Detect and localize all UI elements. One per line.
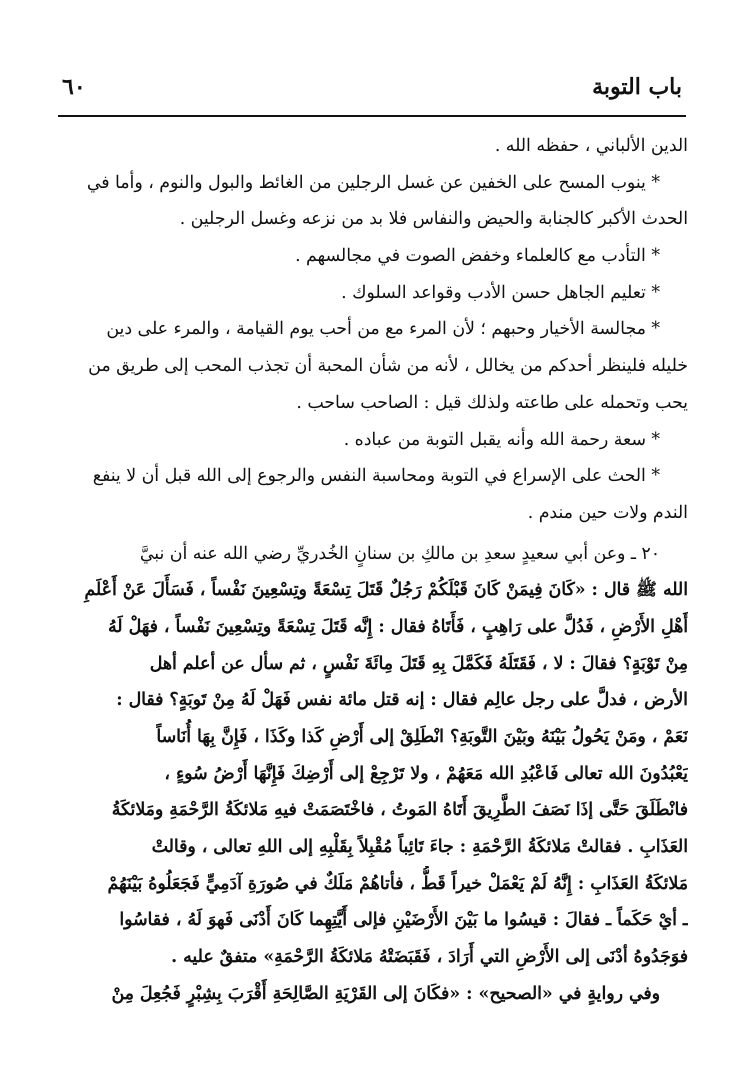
text-line: يَعْبُدُونَ الله تعالى فَاعْبُدِ الله مَعَهُمْ ، ولا تَرْجِعْ إلى أَرْضِكَ فَإِنَّهَا أَرْضُ سُوءٍ ، [164,763,688,784]
text-line: ٢٠ ـ وعن أبي سعيدٍ سعدِ بن مالكِ بن سنانٍ الخُدريِّ رضي الله عنه أن نبيَّ [139,543,660,564]
chapter-title: باب التوبة [592,74,682,100]
text-line: أَهْلِ الأَرْضِ ، فَدُلَّ على رَاهِبٍ ، فَأَتَاهُ فقال : إِنَّه قَتَلَ تِسْعَةً وتِسْعِينَ نَفْساً ، فهَلْ لَهُ [108,616,688,637]
text-line: * الحث على الإسراع في التوبة ومحاسبة النفس والرجوع إلى الله قبل أن لا ينفع [92,466,660,487]
text-line: مَلائكَةُ العَذَابِ : إِنَّهُ لَمْ يَعْمَلْ خيراً قَطُّ ، فأتاهُمْ مَلَكٌ في صُورَةِ آدَمِيٍّ فَجَعَلُوهُ بَيْنَهُمْ [107,873,688,894]
text-line: * تعليم الجاهل حسن الأدب وقواعد السلوك . [341,282,660,303]
text-line: الندم ولات حين مندم . [527,502,688,523]
text-line: فوَجَدُوهُ أدْنَى إلى الأَرْضِ التي أَرَادَ ، فَقَبَضَتْهُ مَلائكَةُ الرَّحْمَةِ» متفقٌ عليه . [171,947,688,968]
text-line: * مجالسة الأخيار وحبهم ؛ لأن المرء مع من أحب يوم القيامة ، والمرء على دين [106,319,660,340]
text-line: الدين الألباني ، حفظه الله . [494,136,688,156]
page-header [62,74,682,110]
page-body [56,128,688,1013]
text-line: مِنْ تَوْبَةٍ؟ فقالَ : لا ، فَقَتَلَهُ فَكَمَّلَ بِهِ قَتَلَ مِائَةَ نَفْسٍ ، ثم سأل عن أعلم أهل [149,653,688,674]
text-line: * التأدب مع كالعلماء وخفض الصوت في مجالسهم . [295,246,660,267]
text-line: الله ﷺ قال : «كَانَ فِيمَنْ كَانَ قَبْلَكُمْ رَجُلٌ قَتَلَ تِسْعَةً وتِسْعِينَ نَفْساً ، فَسَأَلَ عَنْ أَعْلَمِ [84,580,688,601]
text-line: وفي روايةٍ في «الصحيح» : «فكَانَ إلى القَرْيَةِ الصَّالِحَةِ أَقْرَبَ بِشِبْرٍ فَجُعِلَ مِنْ [111,983,660,1004]
text-line: الحدث الأكبر كالجنابة والحيض والنفاس فلا بد من نزعه وغسل الرجلين . [179,209,688,230]
page-number: ٦٠ [62,74,86,100]
text-line: يحب وتحمله على طاعته ولذلك قيل : الصاحب ساحب . [296,392,688,413]
text-line: خليله فلينظر أحدكم من يخالل ، لأنه من شأن المحبة أن تجذب المحب إلى طريق من [88,356,688,377]
text-line: العَذَابِ . فقالتْ مَلائكَةُ الرَّحْمَةِ : جاءَ تَائِباً مُقْبِلاً بِقَلْبِهِ إلى اللهِ تعالى ، وقالتْ [151,837,688,858]
text-line: فانْطَلَقَ حَتَّى إذَا نَصَفَ الطَّرِيقَ أَتَاهُ المَوتُ ، فاخْتَصَمَتْ فيهِ مَلائكَةُ الرَّحْمَةِ ومَلائكَةُ [111,800,688,821]
text-line: * ينوب المسح على الخفين عن غسل الرجلين من الغائط والبول والنوم ، وأما في [86,172,660,193]
header-divider [58,115,686,117]
text-line: ـ أيْ حَكَماً ـ فقالَ : قيسُوا ما بَيْنَ الأَرْضَيْنِ فإلى أَيَّتِهِما كَانَ أَدْنَى فَهوَ لَهُ ، فقاسُوا [119,910,688,931]
text-line: نَعَمْ ، ومَنْ يَحُولُ بَيْنَهُ وبَيْنَ التَّوبَةِ؟ انْطَلِقْ إلى أَرْضِ كَذا وكَذَا ، فَإِنَّ بِهَا أُنَاساً [156,727,688,747]
text-line: * سعة رحمة الله وأنه يقبل التوبة من عباده . [343,429,660,450]
text-line: الأرض ، فدلَّ على رجل عالِم فقال : إنه قتل مائة نفس فَهَلْ لَهُ مِنْ تَوبَةٍ؟ فقال : [116,690,688,711]
